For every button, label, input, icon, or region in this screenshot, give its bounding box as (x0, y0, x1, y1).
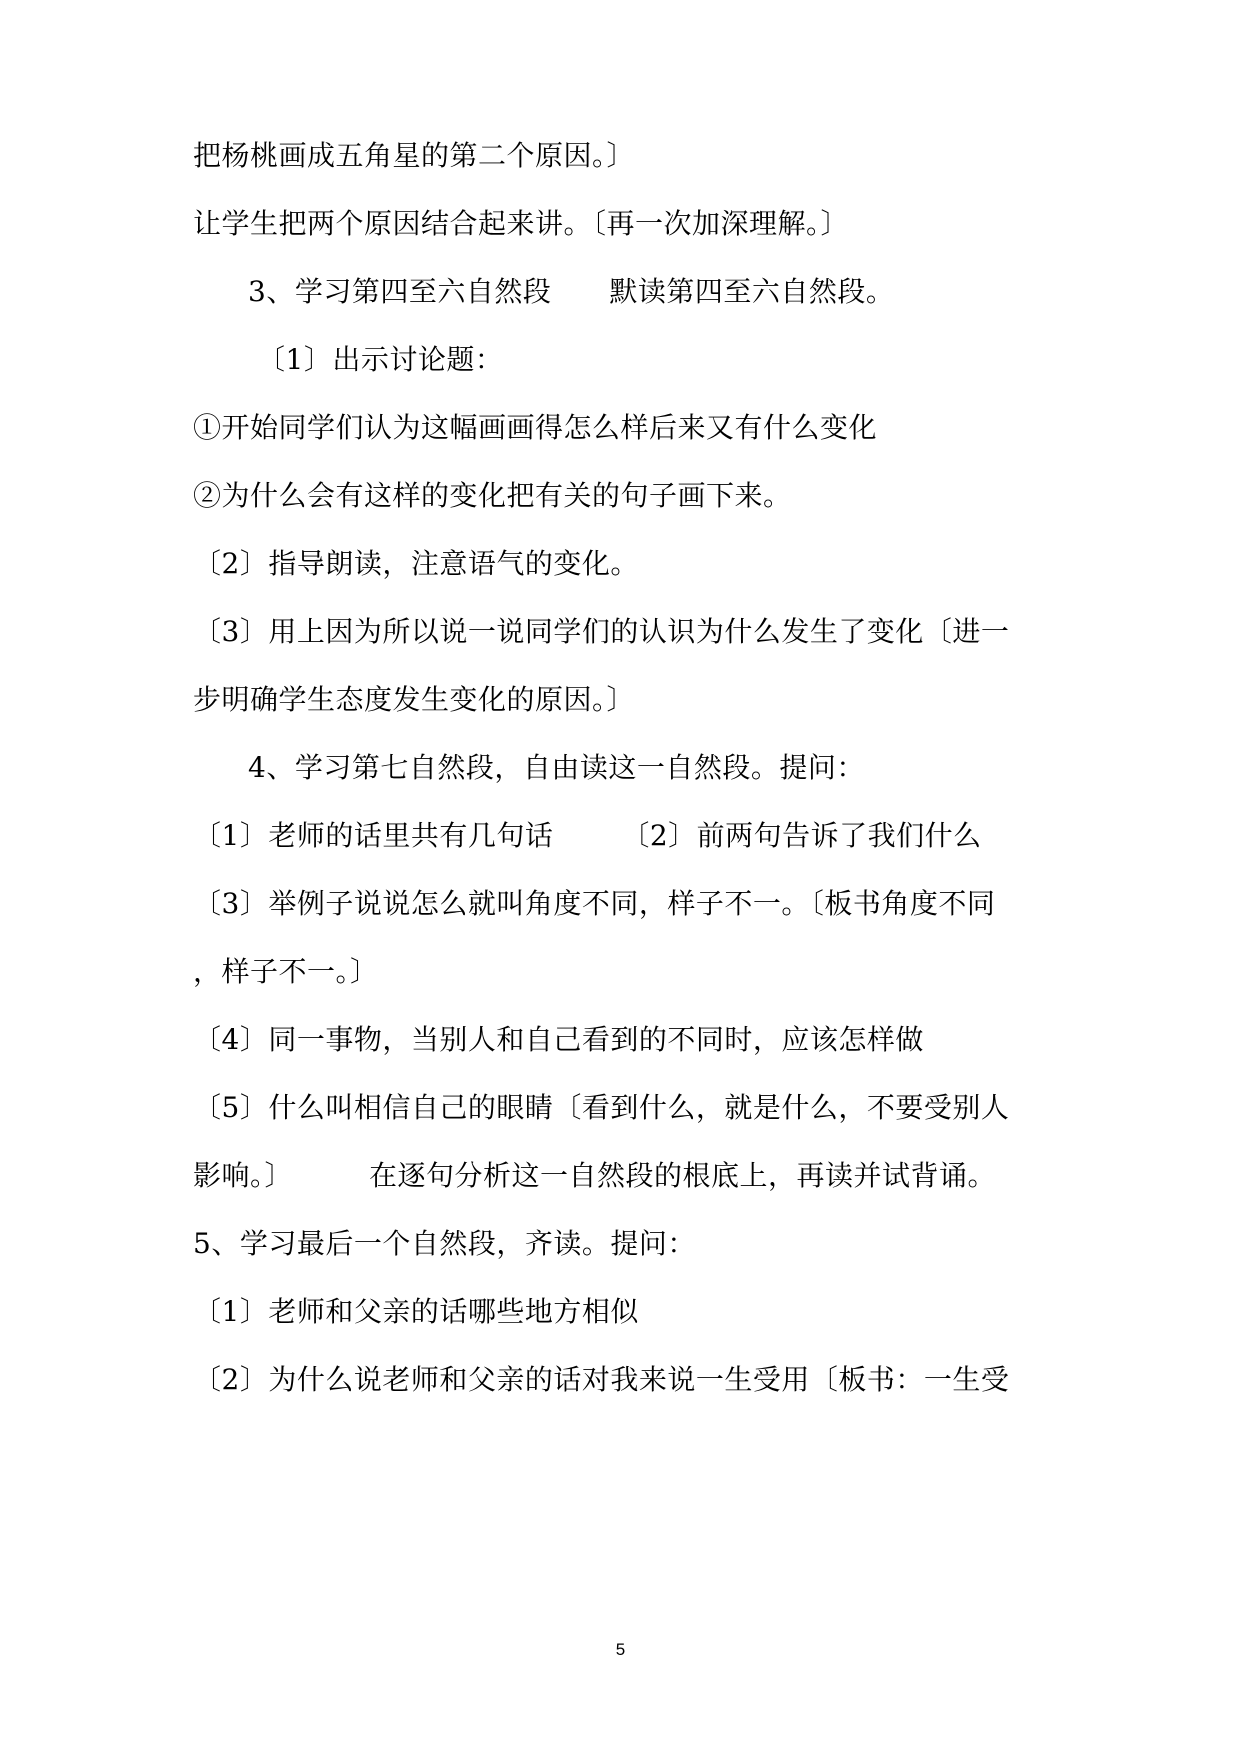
text-line-8: 〔3〕用上因为所以说一说同学们的认识为什么发生了变化〔进一 (193, 615, 1010, 648)
text-line-9: 步明确学生态度发生变化的原因。〕 (193, 683, 636, 716)
text-line-4: 〔1〕出示讨论题： (257, 343, 504, 376)
text-line-3 (248, 272, 894, 312)
text-line-2: 让学生把两个原因结合起来讲。〔再一次加深理解。〕 (193, 207, 850, 240)
text-line-14: 〔4〕同一事物，当别人和自己看到的不同时，应该怎样做 (193, 1023, 924, 1056)
question-1: 〔1〕老师的话里共有几句话 (193, 819, 554, 852)
text-line-7: 〔2〕指导朗读，注意语气的变化。 (193, 547, 639, 580)
text-line-5: ①开始同学们认为这幅画画得怎么样后来又有什么变化 (193, 411, 878, 444)
section-instruction-3: 默读第四至六自然段。 (609, 275, 895, 308)
text-line-17: 5、学习最后一个自然段，齐读。提问： (193, 1227, 696, 1260)
text-line-19: 〔2〕为什么说老师和父亲的话对我来说一生受用〔板书：一生受 (193, 1363, 1010, 1396)
text-line-10: 4、学习第七自然段，自由读这一自然段。提问： (248, 751, 865, 784)
section-heading-3: 3、学习第四至六自然段 (248, 275, 552, 308)
text-line-6: ②为什么会有这样的变化把有关的句子画下来。 (193, 479, 792, 512)
text-fragment-recite: 在逐句分析这一自然段的根底上，再读并试背诵。 (369, 1159, 997, 1192)
text-line-16 (193, 1156, 996, 1196)
text-line-1: 把杨桃画成五角星的第二个原因。〕 (193, 139, 636, 172)
text-line-12: 〔3〕举例子说说怎么就叫角度不同，样子不一。〔板书角度不同 (193, 887, 996, 920)
text-line-18: 〔1〕老师和父亲的话哪些地方相似 (193, 1295, 639, 1328)
question-2: 〔2〕前两句告诉了我们什么 (621, 819, 982, 852)
page-number: 5 (615, 1640, 626, 1659)
text-line-11 (193, 816, 982, 856)
text-line-15: 〔5〕什么叫相信自己的眼睛〔看到什么，就是什么，不要受别人 (193, 1091, 1010, 1124)
text-fragment-influence: 影响。〕 (193, 1159, 294, 1192)
text-line-13: ，样子不一。〕 (193, 955, 379, 988)
